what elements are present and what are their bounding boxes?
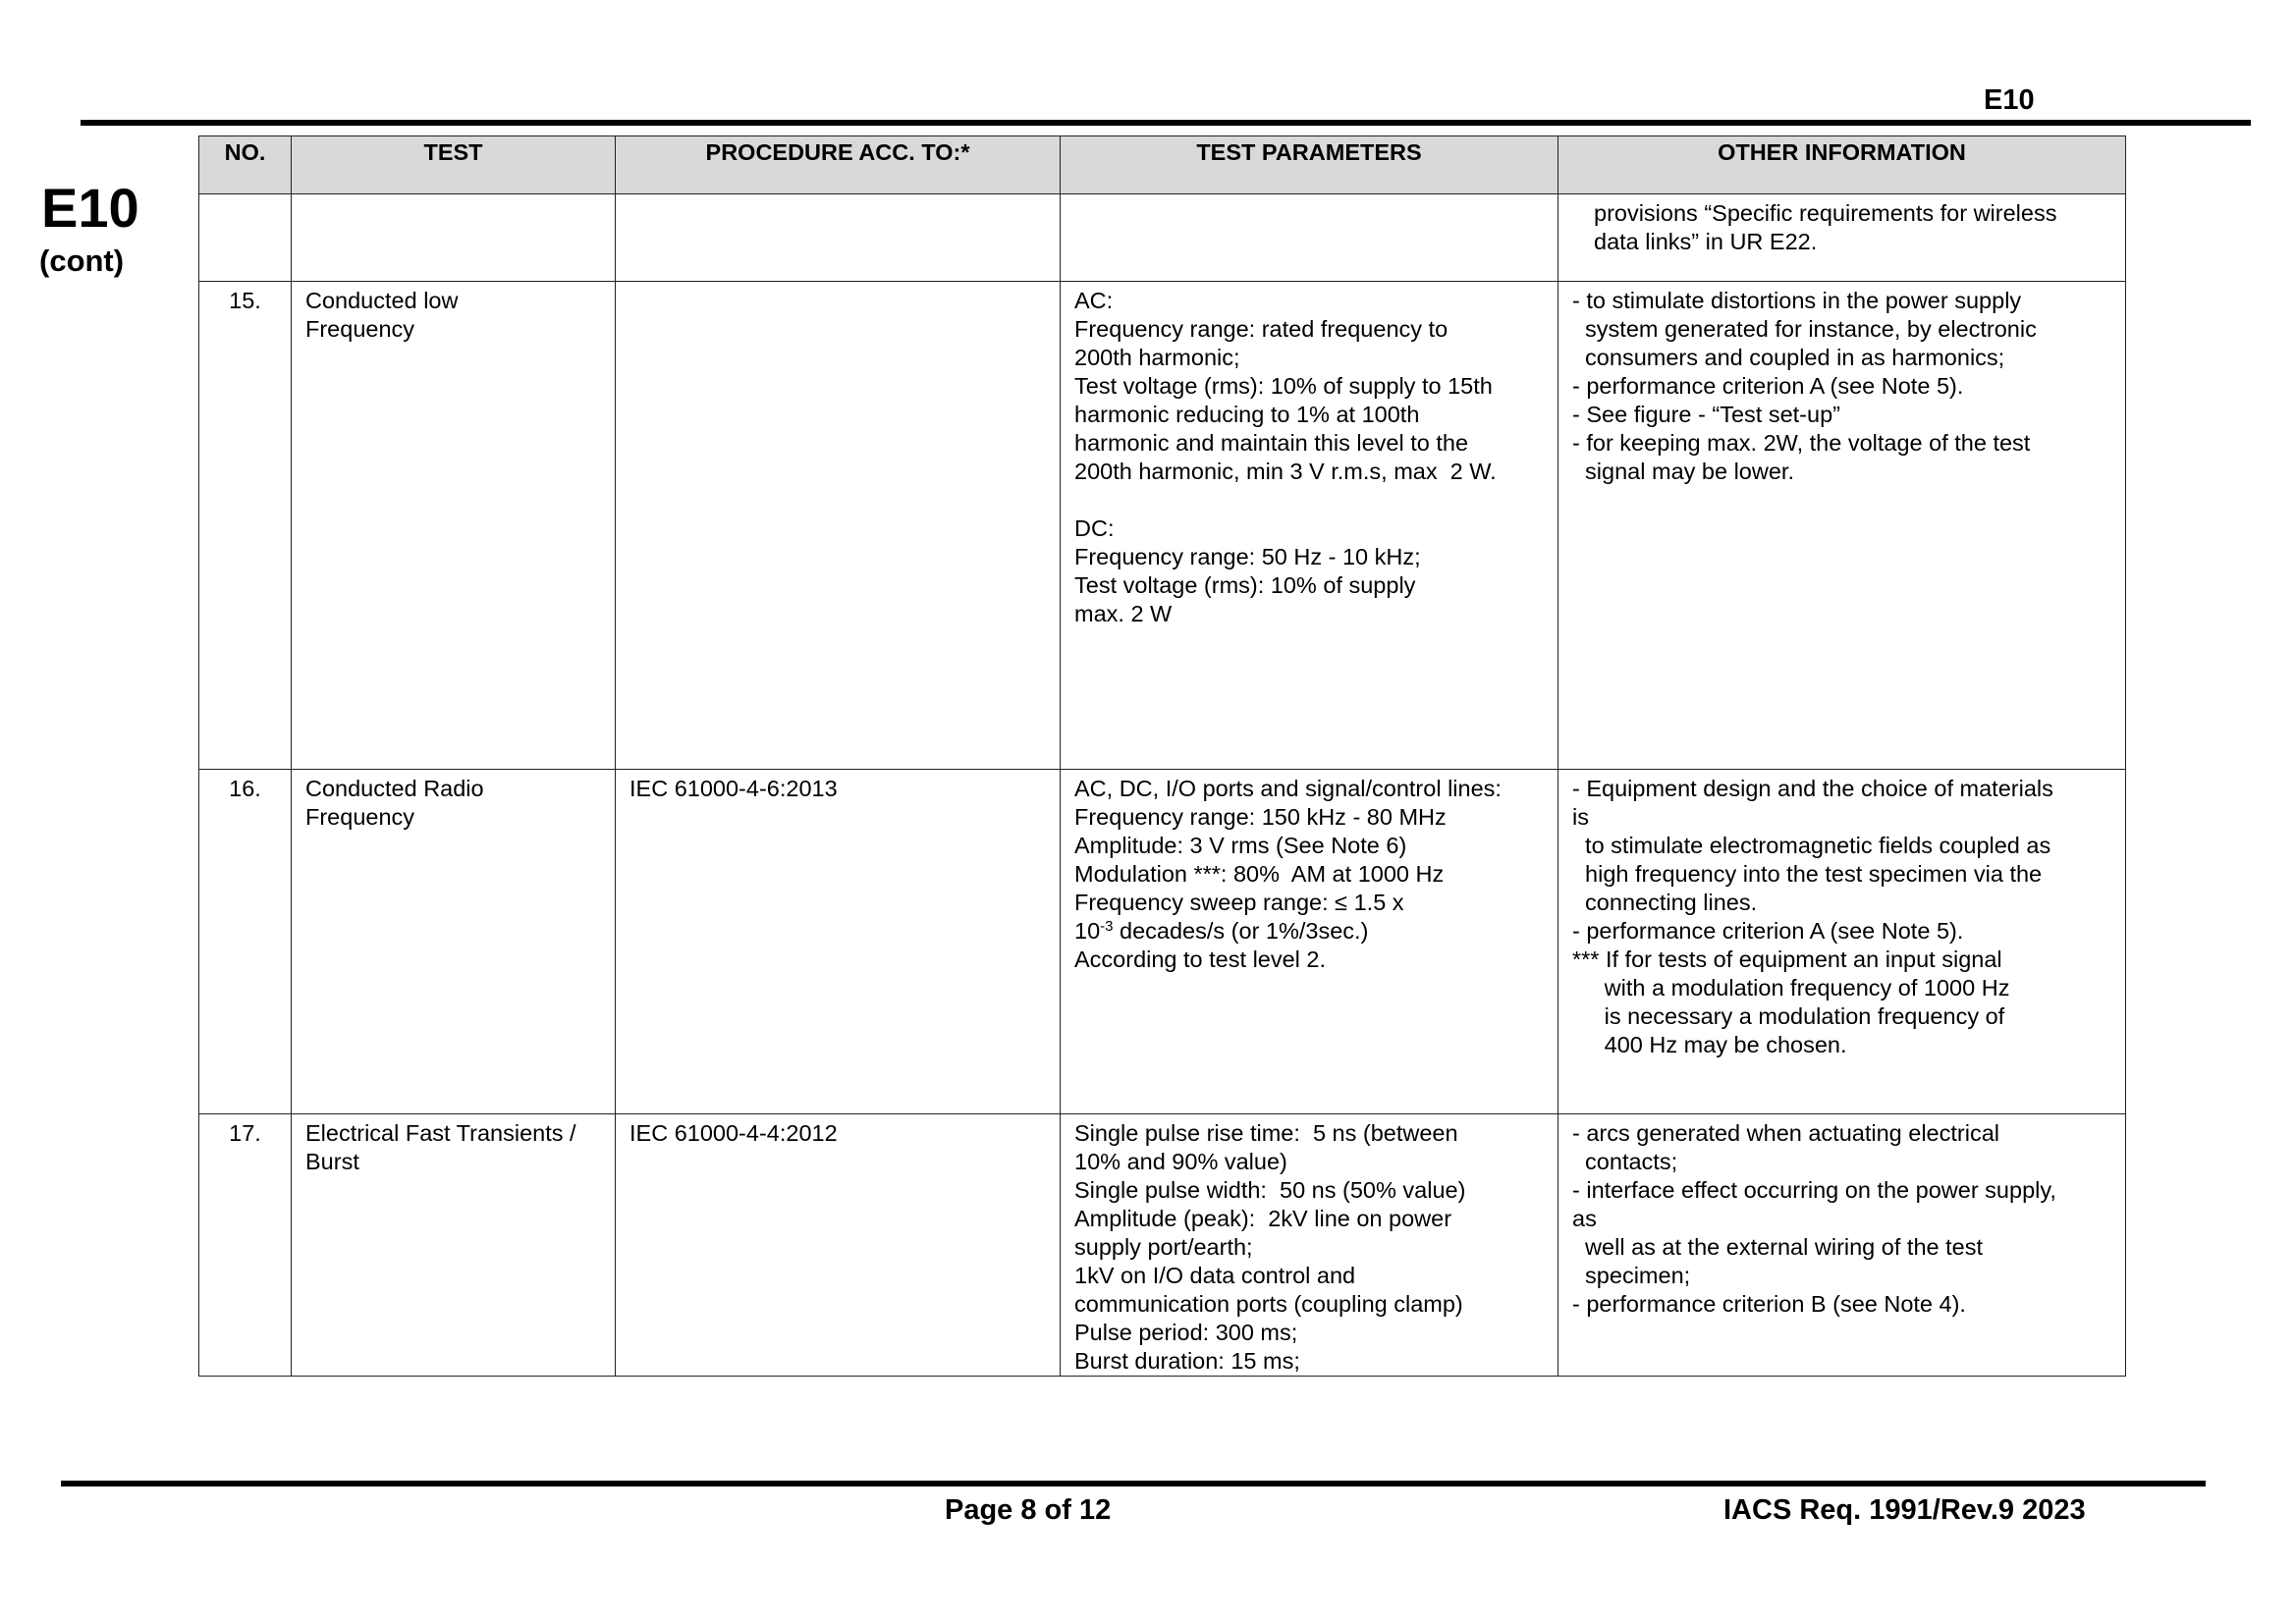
column-header-no: NO. bbox=[199, 136, 292, 194]
text-line: AC: bbox=[1074, 288, 1114, 313]
text-line: provisions “Specific requirements for wireless bbox=[1594, 200, 2057, 226]
text-line: - performance criterion A (see Note 5). bbox=[1572, 373, 1964, 399]
text-line: is necessary a modulation frequency of bbox=[1572, 1003, 2005, 1029]
text-line: 10% and 90% value) bbox=[1074, 1149, 1287, 1174]
text-line: Conducted Radio bbox=[305, 776, 484, 801]
cell-parameters bbox=[1061, 194, 1558, 282]
text-line: data links” in UR E22. bbox=[1594, 229, 1818, 254]
text-line: AC, DC, I/O ports and signal/control lines: bbox=[1074, 776, 1502, 801]
text-line: well as at the external wiring of the test bbox=[1572, 1234, 1983, 1260]
text-line: Modulation ***: 80% AM at 1000 Hz bbox=[1074, 861, 1445, 887]
text-line: Burst bbox=[305, 1149, 359, 1174]
cell-other bbox=[1558, 194, 2126, 282]
cell-procedure: IEC 61000-4-6:2013 bbox=[616, 770, 1061, 1114]
text-line: - arcs generated when actuating electrical bbox=[1572, 1120, 1999, 1146]
text-line: as bbox=[1572, 1206, 1597, 1231]
text-line: communication ports (coupling clamp) bbox=[1074, 1291, 1463, 1317]
text-line: harmonic reducing to 1% at 100th bbox=[1074, 402, 1420, 427]
text-line: DC: bbox=[1074, 515, 1115, 541]
text-line: Pulse period: 300 ms; bbox=[1074, 1320, 1298, 1345]
text-line: Test voltage (rms): 10% of supply to 15th bbox=[1074, 373, 1493, 399]
footer-rule bbox=[61, 1481, 2206, 1487]
text-line: Burst duration: 15 ms; bbox=[1074, 1348, 1300, 1374]
text-line-exponent bbox=[1074, 917, 1544, 946]
exponent-power: -3 bbox=[1100, 918, 1114, 935]
text-line: Test voltage (rms): 10% of supply bbox=[1074, 572, 1416, 598]
cell-procedure bbox=[616, 194, 1061, 282]
text-line: Frequency bbox=[305, 804, 415, 830]
text-line: Single pulse width: 50 ns (50% value) bbox=[1074, 1177, 1466, 1203]
text-line: connecting lines. bbox=[1572, 890, 1758, 915]
cell-procedure bbox=[616, 282, 1061, 770]
column-header-parameters: TEST PARAMETERS bbox=[1061, 136, 1558, 194]
table-row-16 bbox=[199, 770, 2126, 1114]
text-line: Frequency bbox=[305, 316, 415, 342]
text-line: system generated for instance, by electronic bbox=[1572, 316, 2037, 342]
column-header-other: OTHER INFORMATION bbox=[1558, 136, 2126, 194]
text-line: is bbox=[1572, 804, 1589, 830]
column-header-test: TEST bbox=[292, 136, 616, 194]
table-row-continuation bbox=[199, 194, 2126, 282]
page-number: Page 8 of 12 bbox=[945, 1494, 1112, 1526]
text-line: with a modulation frequency of 1000 Hz bbox=[1572, 975, 2010, 1000]
text-line: Conducted low bbox=[305, 288, 459, 313]
text-line: 400 Hz may be chosen. bbox=[1572, 1032, 1847, 1057]
text-line: - performance criterion A (see Note 5). bbox=[1572, 918, 1964, 944]
text-line: consumers and coupled in as harmonics; bbox=[1572, 345, 2005, 370]
text-line: - See figure - “Test set-up” bbox=[1572, 402, 1840, 427]
text-line: Single pulse rise time: 5 ns (between bbox=[1074, 1120, 1458, 1146]
cell-other bbox=[1558, 282, 2126, 770]
text-line: signal may be lower. bbox=[1572, 459, 1794, 484]
side-code: E10 bbox=[41, 177, 139, 239]
text-line: contacts; bbox=[1572, 1149, 1678, 1174]
cell-no: 16. bbox=[199, 770, 292, 1114]
text-line: According to test level 2. bbox=[1074, 946, 1327, 972]
text-line: Frequency range: 50 Hz - 10 kHz; bbox=[1074, 544, 1421, 569]
paragraph-gap bbox=[1074, 486, 1544, 514]
exponent-rest: decades/s (or 1%/3sec.) bbox=[1113, 918, 1369, 944]
text-line: - performance criterion B (see Note 4). bbox=[1572, 1291, 1966, 1317]
cell-procedure: IEC 61000-4-4:2012 bbox=[616, 1114, 1061, 1377]
table-row-17 bbox=[199, 1114, 2126, 1377]
text-line: - Equipment design and the choice of materials bbox=[1572, 776, 2053, 801]
text-line: specimen; bbox=[1572, 1263, 1691, 1288]
table-header-row bbox=[199, 136, 2126, 194]
text-line: max. 2 W bbox=[1074, 601, 1173, 626]
text-line: Amplitude (peak): 2kV line on power bbox=[1074, 1206, 1452, 1231]
column-header-procedure: PROCEDURE ACC. TO:* bbox=[616, 136, 1061, 194]
text-line: harmonic and maintain this level to the bbox=[1074, 430, 1469, 456]
cell-parameters bbox=[1061, 1114, 1558, 1377]
test-table bbox=[198, 135, 2126, 1377]
text-line: *** If for tests of equipment an input signal bbox=[1572, 946, 2002, 972]
side-cont-label: (cont) bbox=[39, 243, 125, 278]
text-line: - for keeping max. 2W, the voltage of the test bbox=[1572, 430, 2031, 456]
cell-parameters bbox=[1061, 770, 1558, 1114]
text-line: 200th harmonic, min 3 V r.m.s, max 2 W. bbox=[1074, 459, 1497, 484]
cell-test bbox=[292, 1114, 616, 1377]
document-reference: IACS Req. 1991/Rev.9 2023 bbox=[1723, 1494, 2086, 1526]
exponent-base: 10 bbox=[1074, 918, 1101, 944]
header-rule bbox=[81, 120, 2251, 126]
text-line: - interface effect occurring on the power supply, bbox=[1572, 1177, 2056, 1203]
cell-parameters bbox=[1061, 282, 1558, 770]
text-line: 200th harmonic; bbox=[1074, 345, 1240, 370]
text-line: Frequency sweep range: ≤ 1.5 x bbox=[1074, 890, 1404, 915]
text-line: 1kV on I/O data control and bbox=[1074, 1263, 1356, 1288]
header-code: E10 bbox=[1984, 84, 2035, 116]
cell-other bbox=[1558, 1114, 2126, 1377]
text-line: supply port/earth; bbox=[1074, 1234, 1253, 1260]
cell-no: 17. bbox=[199, 1114, 292, 1377]
cell-no: 15. bbox=[199, 282, 292, 770]
text-line: Frequency range: 150 kHz - 80 MHz bbox=[1074, 804, 1447, 830]
text-line: high frequency into the test specimen via the bbox=[1572, 861, 2043, 887]
text-line: to stimulate electromagnetic fields coupled as bbox=[1572, 833, 2051, 858]
table-row-15 bbox=[199, 282, 2126, 770]
cell-test bbox=[292, 282, 616, 770]
cell-no bbox=[199, 194, 292, 282]
text-line: Frequency range: rated frequency to bbox=[1074, 316, 1449, 342]
text-line: Amplitude: 3 V rms (See Note 6) bbox=[1074, 833, 1407, 858]
cell-test bbox=[292, 770, 616, 1114]
text-line: Electrical Fast Transients / bbox=[305, 1120, 576, 1146]
text-line: - to stimulate distortions in the power supply bbox=[1572, 288, 2022, 313]
cell-test bbox=[292, 194, 616, 282]
cell-other bbox=[1558, 770, 2126, 1114]
